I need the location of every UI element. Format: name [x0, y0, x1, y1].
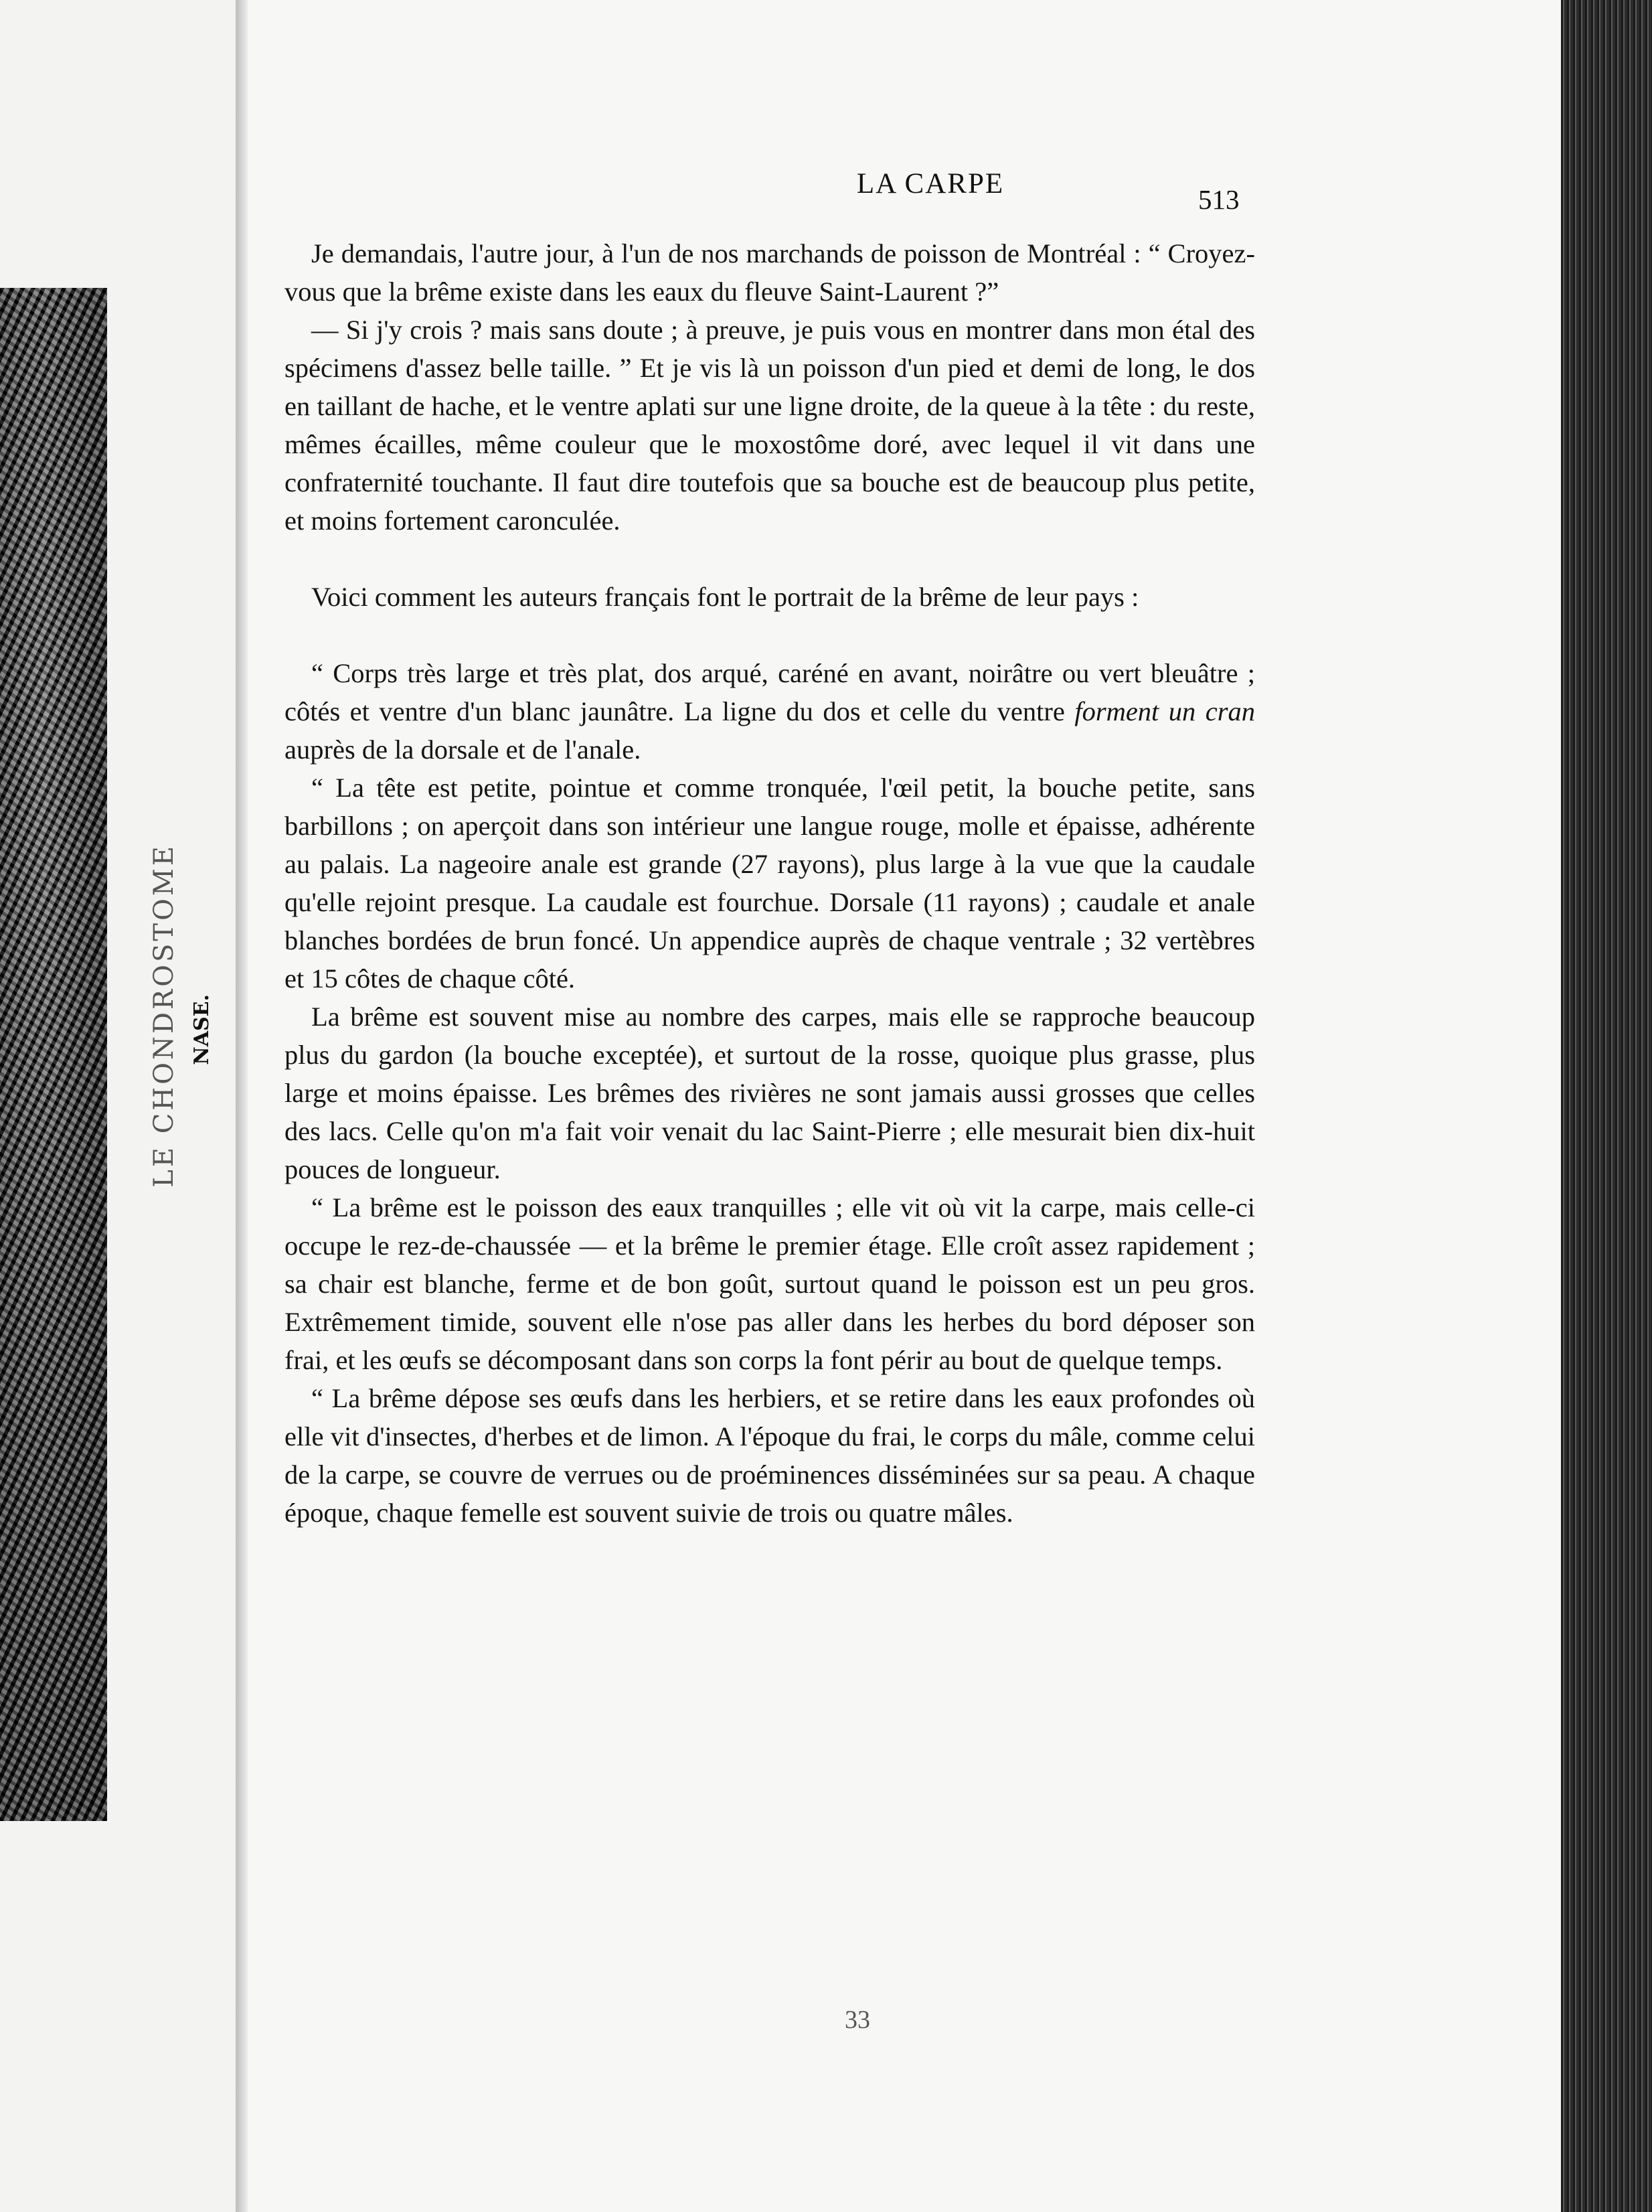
page-number: 513 — [1198, 184, 1240, 215]
paragraph-5: “ La tête est petite, pointue et comme tronquée, l'œil petit, la bouche petite, sans barbillons ; on aperçoit dans son intérieur une langue rouge, molle et épaisse, adhérente au palais. La nageoire anale est grande (27 rayons), plus large à la vue que la caudale qu'elle rejoint presque. La caudale est fourchue. Dorsale (11 rayons) ; caudale et anale blanches bordées de brun foncé. Un appendice auprès de chaque ventrale ; 32 vertèbres et 15 côtes de chaque côté. — [284, 773, 1255, 994]
plate-caption-subtitle: NASE. — [190, 994, 214, 1065]
paragraph-4-emphasis: forment un cran — [1074, 696, 1255, 726]
signature-mark: 33 — [845, 2006, 870, 2034]
paragraph-3: Voici comment les auteurs français font le portrait de la brême de leur pays : — [311, 582, 1139, 612]
left-facing-page — [0, 0, 236, 2212]
paragraph-4 — [284, 654, 1255, 769]
running-head: LA CARPE — [856, 168, 1005, 200]
plate-caption-title: LE CHONDROSTOME — [149, 844, 179, 1188]
paragraph-8: “ La brême dépose ses œufs dans les herbiers, et se retire dans les eaux profondes où elle vit d'insectes, d'herbes et de limon. A l'époque du frai, le corps du mâle, comme celui de la carpe, se couvre de verrues ou de proéminences disséminées sur sa peau. A chaque époque, chaque femelle est souvent suivie de trois ou quatre mâles. — [284, 1383, 1255, 1528]
fish-plate-illustration — [0, 288, 107, 1821]
paragraph-4-text-b: auprès de la dorsale et de l'anale. — [284, 734, 641, 765]
paragraph-1: Je demandais, l'autre jour, à l'un de nos marchands de poisson de Montréal : “ Croyez-vous que la brême existe dans les eaux du fleuve Saint-Laurent ?” — [284, 238, 1255, 307]
paragraph-7: “ La brême est le poisson des eaux tranquilles ; elle vit où vit la carpe, mais celle-ci occupe le rez-de-chaussée — et la brême le premier étage. Elle croît assez rapidement ; sa chair est blanche, ferme et de bon goût, surtout quand le poisson est un peu gros. Extrêmement timide, souvent elle n'ose pas aller dans les herbes du bord déposer son frai, et les œufs se décomposant dans son corps la font périr au bout de quelque temps. — [284, 1192, 1255, 1375]
page-header — [248, 167, 1561, 215]
paragraph-4-text-a: “ Corps très large et très plat, dos arqué, caréné en avant, noirâtre ou vert bleuâtre ; côtés et ventre d'un blanc jaunâtre. La ligne du dos et celle du ventre — [284, 658, 1255, 726]
page-edges — [1561, 0, 1652, 2212]
plate-caption — [149, 844, 214, 1259]
paragraph-2: — Si j'y crois ? mais sans doute ; à preuve, je puis vous en montrer dans mon étal des spécimens d'assez belle taille. ” Et je vis là un poisson d'un pied et demi de long, le dos en taillant de hache, et le ventre aplati sur une ligne droite, de la queue à la tête : du reste, mêmes écailles, même couleur que le moxostôme doré, avec lequel il vit dans une confraternité touchante. Il faut dire toutefois que sa bouche est de beaucoup plus petite, et moins fortement caronculée. — [284, 315, 1255, 536]
paragraph-6: La brême est souvent mise au nombre des carpes, mais elle se rapproche beaucoup plus du gardon (la bouche exceptée), et surtout de la rosse, quoique plus grasse, plus large et moins épaisse. Les brêmes des rivières ne sont jamais aussi grosses que celles des lacs. Celle qu'on m'a fait voir venait du lac Saint-Pierre ; elle mesurait bien dix-huit pouces de longueur. — [284, 1002, 1255, 1184]
book-gutter — [236, 0, 248, 2212]
page-body — [284, 234, 1255, 1532]
